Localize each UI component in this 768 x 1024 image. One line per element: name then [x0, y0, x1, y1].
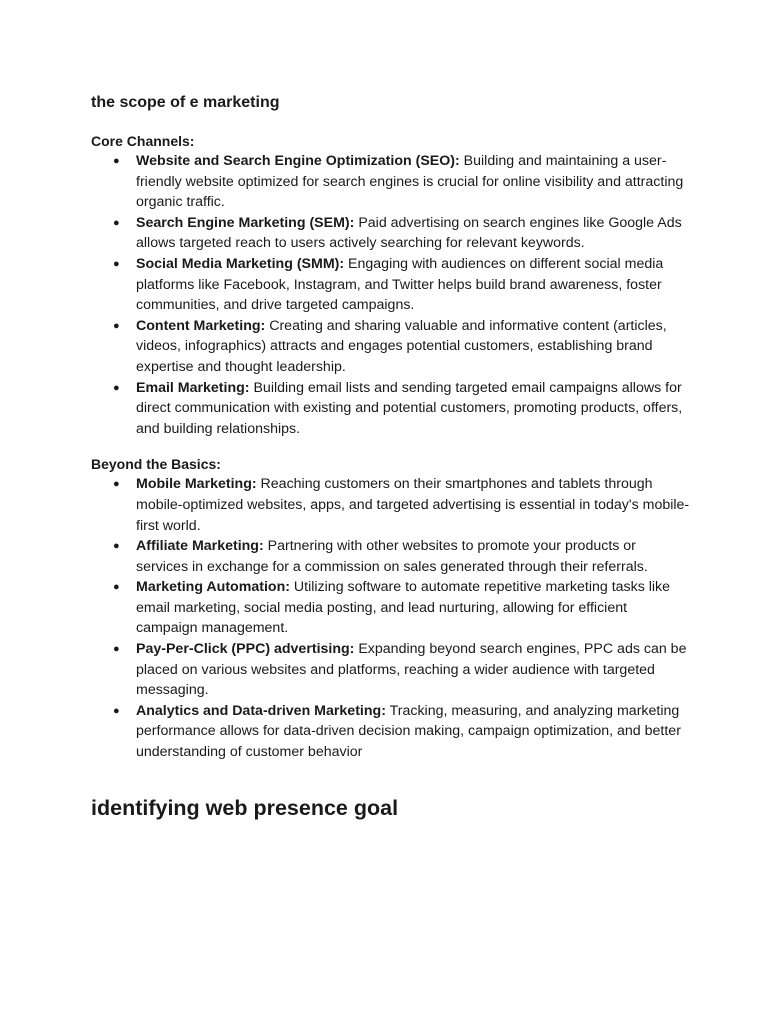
list-item: [113, 151, 691, 213]
item-text: Building and maintaining a user-friendly website optimized for search engines is crucial for online visibility and attracting organic traffic.: [136, 153, 684, 211]
bullet-icon: ●: [113, 540, 120, 553]
list-item: [113, 639, 691, 701]
bullet-icon: ●: [113, 381, 120, 394]
item-text: Partnering with other websites to promote your products or services in exchange for a commission on sales generated through their referrals.: [136, 538, 648, 575]
section-heading-core-channels: Core Channels:: [91, 133, 195, 149]
item-term: Content Marketing:: [136, 317, 266, 334]
list-item: [113, 213, 691, 254]
item-text: Building email lists and sending targeted email campaigns allows for direct communication with existing and potential customers, promoting products, offers, and building relationships.: [136, 379, 683, 437]
list-item: [113, 577, 691, 639]
item-text: Expanding beyond search engines, PPC ads can be placed on various websites and platforms, reaching a wider audience with targeted messaging.: [136, 641, 687, 699]
item-term: Mobile Marketing:: [136, 476, 257, 493]
list-item: [113, 378, 691, 440]
bullet-icon: ●: [113, 704, 120, 717]
bullet-icon: ●: [113, 478, 120, 491]
list-item: [113, 254, 691, 316]
item-term: Website and Search Engine Optimization (SEO):: [136, 153, 460, 169]
item-term: Search Engine Marketing (SEM):: [136, 214, 355, 231]
item-term: Pay-Per-Click (PPC) advertising:: [136, 641, 355, 658]
list-item: [113, 536, 691, 577]
list-item: [113, 701, 691, 763]
item-text: Paid advertising on search engines like Google Ads allows targeted reach to users actively searching for relevant keywords.: [136, 214, 682, 252]
beyond-basics-list: [91, 474, 691, 762]
item-term: Email Marketing:: [136, 379, 250, 396]
item-text: Engaging with audiences on different social media platforms like Facebook, Instagram, and Twitter helps build brand awareness, foster communities, and drive targeted campaigns.: [136, 255, 664, 314]
bullet-icon: ●: [113, 257, 120, 270]
section-heading-beyond-basics: Beyond the Basics:: [91, 456, 221, 473]
item-text: Reaching customers on their smartphones and tablets through mobile-optimized websites, apps, and targeted advertising is essential in today's mobile-first world.: [136, 476, 690, 534]
heading-identifying-web-presence-goal: identifying web presence goal: [91, 795, 399, 820]
item-text: Tracking, measuring, and analyzing marketing performance allows for data-driven decision making, campaign optimization, and better understanding of customer behavior: [136, 702, 681, 761]
core-channels-list: [91, 151, 691, 439]
bullet-icon: ●: [113, 581, 120, 594]
item-term: Analytics and Data-driven Marketing:: [136, 702, 386, 719]
item-text: Utilizing software to automate repetitive marketing tasks like email marketing, social media posting, and lead nurturing, allowing for efficient campaign management.: [136, 579, 671, 637]
item-text: Creating and sharing valuable and informative content (articles, videos, infographics) attracts and engages potential customers, establishing brand expertise and thought leadership.: [136, 317, 667, 375]
bullet-icon: ●: [113, 155, 120, 167]
bullet-icon: ●: [113, 319, 120, 332]
item-term: Affiliate Marketing:: [136, 538, 264, 555]
bullet-icon: ●: [113, 643, 120, 656]
document-page: [91, 91, 691, 822]
bullet-icon: ●: [113, 216, 120, 229]
item-term: Marketing Automation:: [136, 579, 290, 596]
document-title: the scope of e marketing: [91, 94, 280, 111]
list-item: [113, 316, 691, 378]
list-item: [113, 474, 691, 536]
item-term: Social Media Marketing (SMM):: [136, 255, 345, 272]
